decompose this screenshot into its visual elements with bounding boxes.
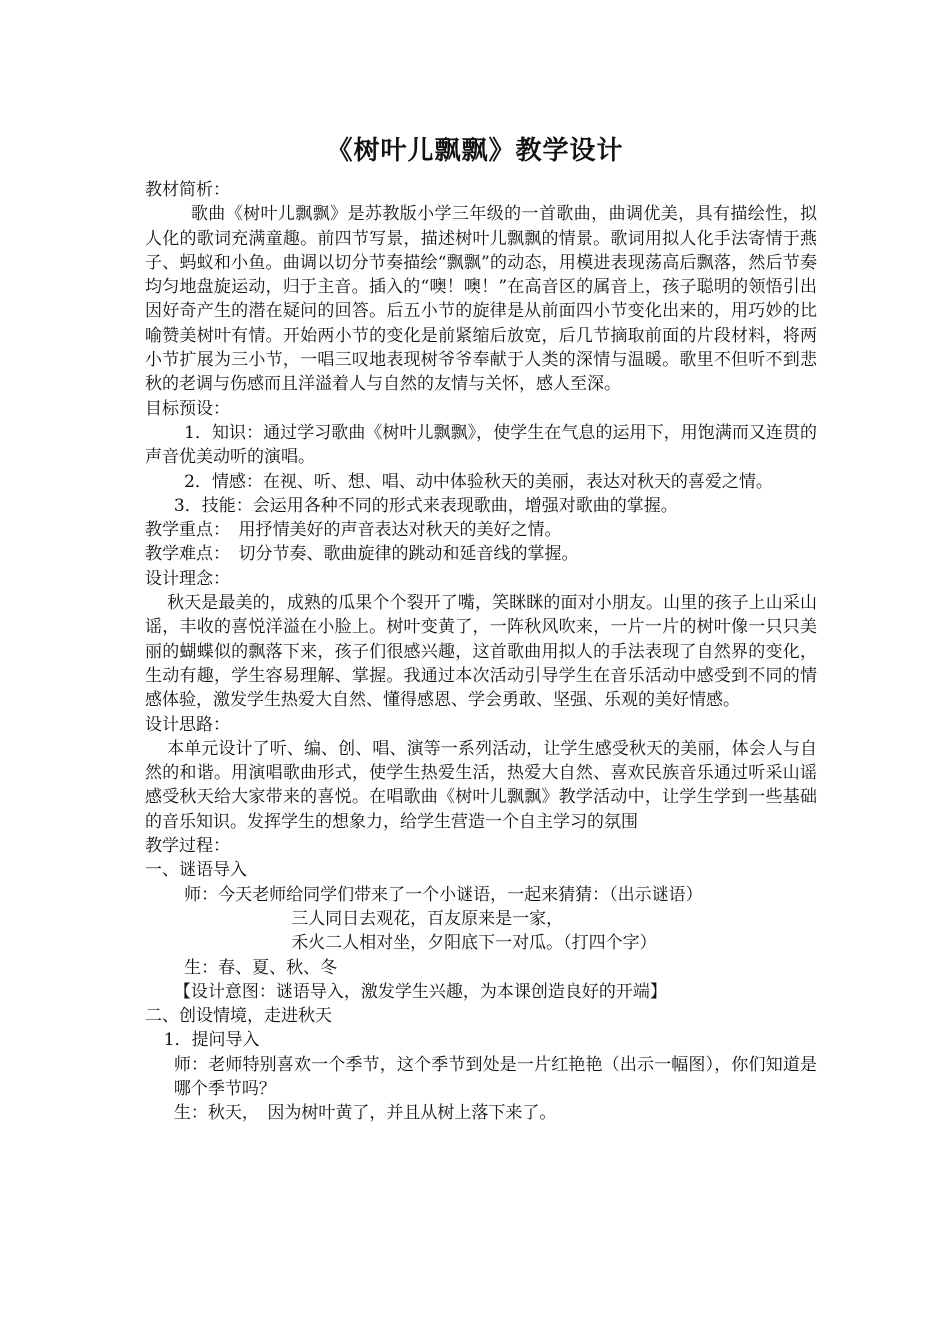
document-title: 《树叶儿飘飘》教学设计 (326, 136, 624, 166)
step1-student-line: 生：春、夏、秋、冬 (184, 957, 338, 978)
step1-teacher-line: 师：今天老师给同学们带来了一个小谜语，一起来猜猜：（出示谜语） (184, 884, 703, 905)
goals-heading: 目标预设： (145, 398, 230, 419)
analysis-paragraph: 歌曲《树叶儿飘飘》是苏教版小学三年级的一首歌曲，曲调优美，具有描绘性，拟人化的歌词充满童趣。前四节写景，描述树叶儿飘飘的情景。歌词用拟人化手法寄情于燕子、蚂蚁和小鱼。曲调以切分节奏描绘“飘飘”的动态，用模进表现荡高后飘落，然后节奏均匀地盘旋运动，归于主音。插入的“噢！噢！”在高音区的属音上，孩子聪明的领悟引出因好奇产生的潜在疑问的回答。后五小节的旋律是从前面四小节变化出来的，用巧妙的比喻赞美树叶有情。开始两小节的变化是前紧缩后放宽，后几节摘取前面的片段材料，将两小节扩展为三小节，一唱三叹地表现树爷爷奉献于人类的深情与温暖。歌里不但听不到悲秋的老调与伤感而且洋溢着人与自然的友情与关怀，感人至深。 (145, 204, 817, 395)
difficulty-point: 教学难点： 切分节奏、歌曲旋律的跳动和延音线的掌握。 (145, 544, 579, 565)
step2-student-line: 生：秋天， 因为树叶黄了，并且从树上落下来了。 (173, 1103, 557, 1124)
step2-heading: 二、创设情境，走进秋天 (145, 1006, 332, 1027)
process-heading: 教学过程： (145, 836, 230, 857)
idea-heading: 设计思路： (145, 714, 230, 735)
goal-knowledge: 1．知识：通过学习歌曲《树叶儿飘飘》，使学生在气息的运用下，用饱满而又连贯的声音优美动听的演唱。 (145, 422, 817, 468)
step1-heading: 一、谜语导入 (145, 860, 247, 881)
riddle-line-1: 三人同日去观花，百友原来是一家， (291, 908, 564, 929)
concept-paragraph: 秋天是最美的，成熟的瓜果个个裂开了嘴，笑眯眯的面对小朋友。山里的孩子上山采山谣，丰收的喜悦洋溢在小脸上。树叶变黄了，一阵秋风吹来，一片一片的树叶像一只只美丽的蝴蝶似的飘落下来，孩子们很感兴趣，这首歌曲用拟人的手法表现了自然界的变化，生动有趣，学生容易理解、掌握。我通过本次活动引导学生在音乐活动中感受到不同的情感体验，激发学生热爱大自然、懂得感恩、学会勇敢、坚强、乐观的美好情感。 (145, 593, 817, 711)
riddle-line-2: 禾火二人相对坐，夕阳底下一对瓜。（打四个字） (291, 933, 657, 954)
concept-heading: 设计理念： (145, 568, 230, 589)
document-body (145, 178, 817, 1126)
goal-skill: 3．技能：会运用各种不同的形式来表现歌曲，增强对歌曲的掌握。 (173, 495, 678, 516)
step1-design-intent: 【设计意图：谜语导入，激发学生兴趣，为本课创造良好的开端】 (173, 981, 667, 1002)
goal-emotion: 2．情感：在视、听、想、唱、动中体验秋天的美丽，表达对秋天的喜爱之情。 (184, 471, 773, 492)
key-point: 教学重点： 用抒情美好的声音表达对秋天的美好之情。 (145, 520, 562, 541)
step2-teacher-line: 师：老师特别喜欢一个季节，这个季节到处是一片红艳艳（出示一幅图），你们知道是哪个季节吗？ (173, 1054, 817, 1099)
step2-subheading: 1．提问导入 (163, 1030, 260, 1051)
analysis-heading: 教材简析： (145, 180, 230, 200)
idea-paragraph: 本单元设计了听、编、创、唱、演等一系列活动，让学生感受秋天的美丽，体会人与自然的和谐。用演唱歌曲形式，使学生热爱生活，热爱大自然、喜欢民族音乐通过听采山谣感受秋天给大家带来的喜悦。在唱歌曲《树叶儿飘飘》教学活动中，让学生学到一些基础的音乐知识。发挥学生的想象力，给学生营造一个自主学习的氛围 (145, 738, 817, 832)
